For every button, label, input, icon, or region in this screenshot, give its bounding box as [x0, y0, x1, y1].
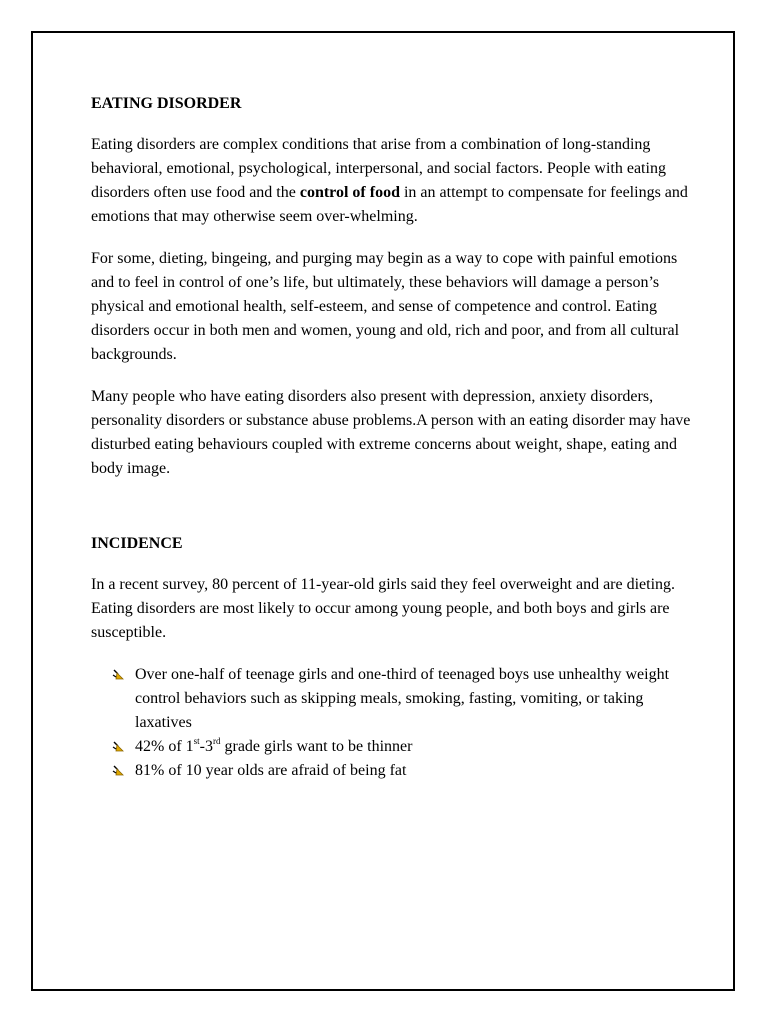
section-heading-eating-disorder: EATING DISORDER	[91, 95, 242, 112]
arrow-bullet-icon	[112, 740, 126, 754]
paragraph-comorbidity: Many people who have eating disorders also present with depression, anxiety disorders, personality disorders or substance abuse problems.A person with an eating disorder may have disturbed eating behaviours coupled with extreme concerns about weight, shape, eating and body image.	[91, 388, 691, 477]
list-item-text: grade girls want to be thinner	[220, 738, 413, 755]
arrow-bullet-icon	[112, 764, 126, 778]
paragraph-survey: In a recent survey, 80 percent of 11-year-old girls said they feel overweight and are dieting. Eating disorders are most likely to occur among young people, and both boys and girls are susceptible.	[91, 576, 676, 641]
list-item-text: -3	[199, 738, 213, 755]
ordinal-suffix: st	[193, 736, 200, 746]
ordinal-suffix: rd	[213, 736, 221, 746]
list-item	[135, 735, 691, 759]
list-item-text: 42% of 1	[135, 738, 194, 755]
paragraph-text: in an attempt to compensate for feelings and emotions that may otherwise seem over-whelming.	[91, 184, 688, 225]
list-item	[135, 663, 691, 735]
bold-phrase: control of food	[299, 184, 400, 201]
paragraph-definition	[91, 133, 691, 229]
paragraph-text: Eating disorders are complex conditions that arise from a combination of long-standing behavioral, emotional, psychological, interpersonal, and social factors. People with eating disorders often use food and the	[91, 136, 666, 201]
list-item-text: 81% of 10 year olds are afraid of being fat	[135, 762, 407, 779]
incidence-bullet-list	[91, 663, 691, 783]
list-item	[135, 759, 691, 783]
paragraph-coping: For some, dieting, bingeing, and purging may begin as a way to cope with painful emotions and to feel in control of one’s life, but ultimately, these behaviors will damage a person’s physical and emotional health, self-esteem, and sense of competence and control. Eating disorders occur in both men and women, young and old, rich and poor, and from all cultural backgrounds.	[91, 250, 680, 363]
list-item-text: Over one-half of teenage girls and one-third of teenaged boys use unhealthy weight control behaviors such as skipping meals, smoking, fasting, vomiting, or taking laxatives	[135, 666, 670, 731]
arrow-bullet-icon	[112, 668, 126, 682]
section-heading-incidence: INCIDENCE	[91, 535, 183, 552]
document-body	[91, 92, 691, 783]
